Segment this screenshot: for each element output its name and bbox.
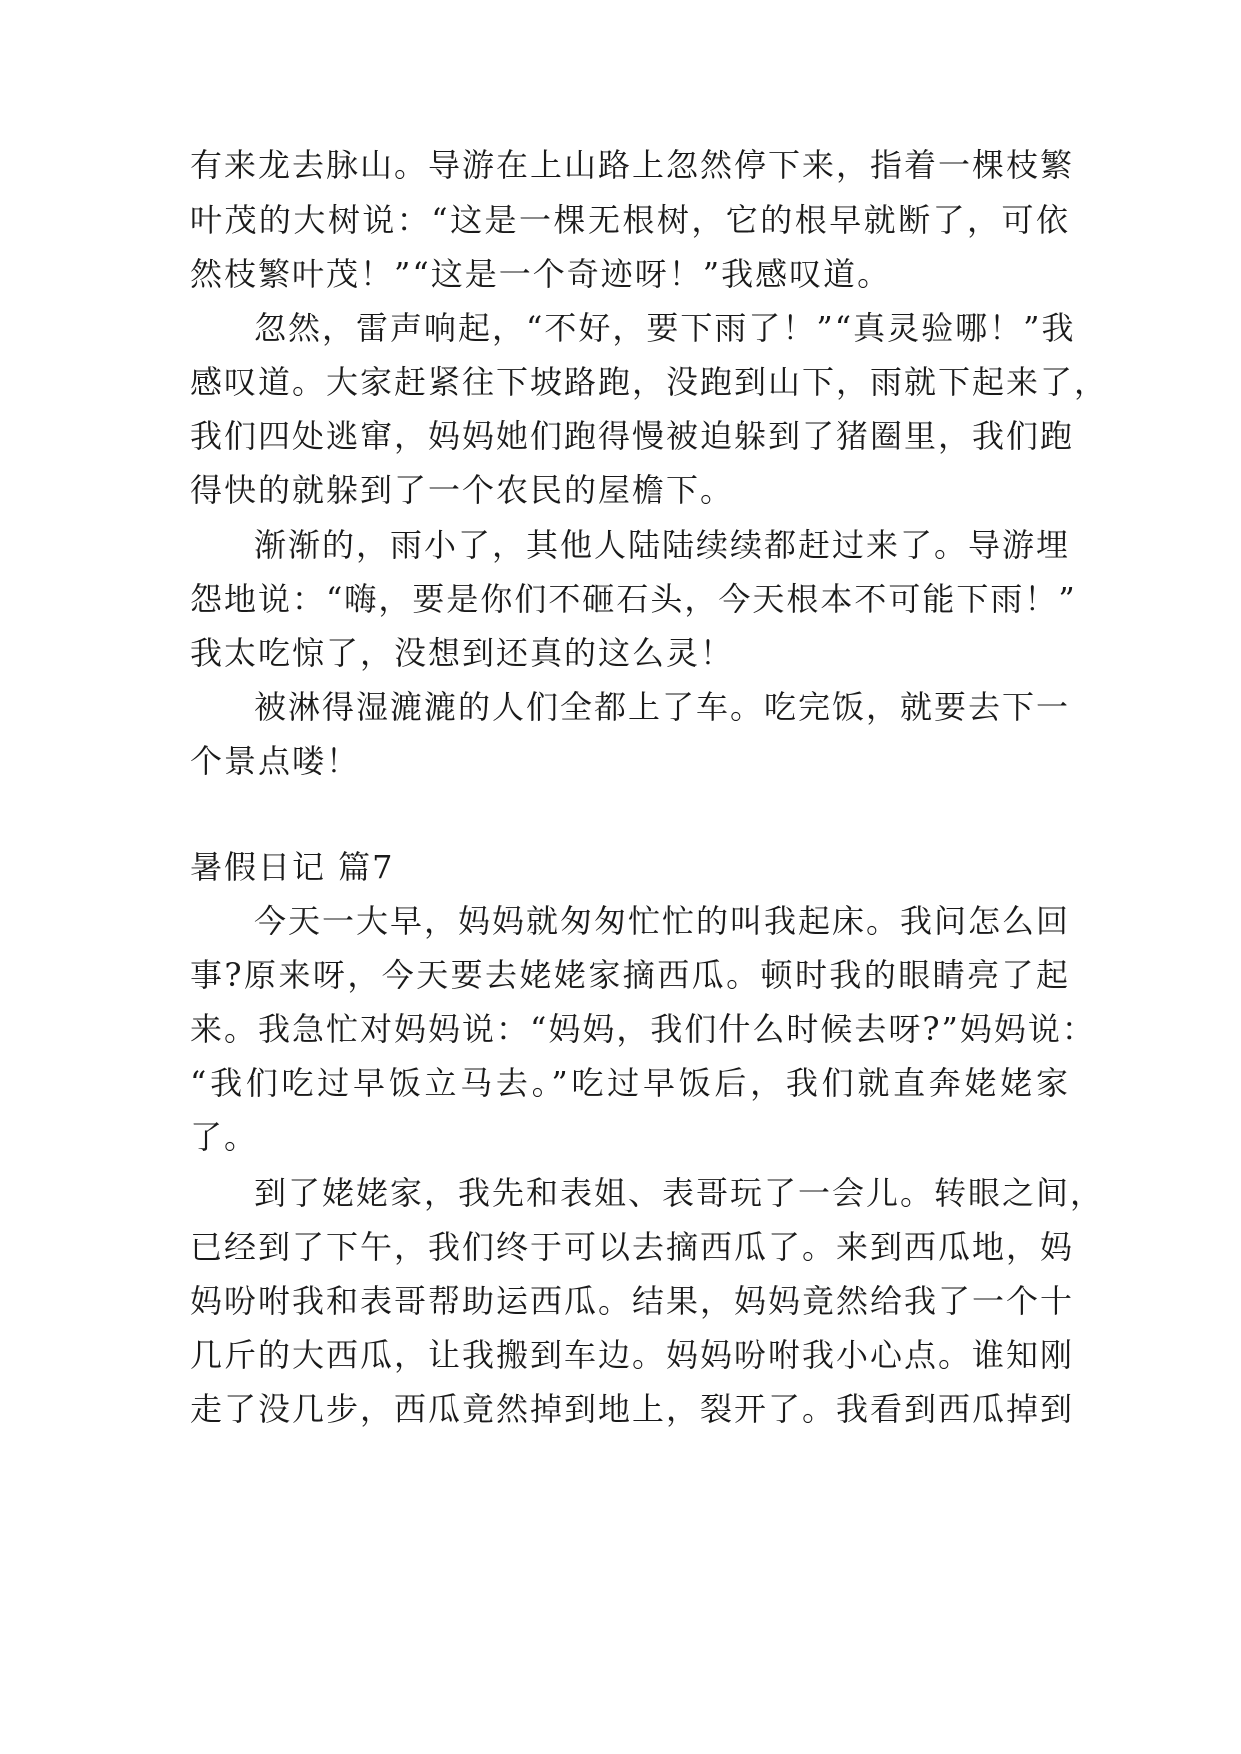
paragraph-first-line: 今天一大早，妈妈就匆匆忙忙的叫我起床。我问怎么回: [254, 902, 1071, 940]
paragraph-first-line: 渐渐的，雨小了，其他人陆陆续续都赶过来了。导游埋: [254, 526, 1071, 564]
text-line: 有来龙去脉山。导游在上山路上忽然停下来，指着一棵枝繁: [190, 146, 1075, 184]
text-line: 已经到了下午，我们终于可以去摘西瓜了。来到西瓜地，妈: [190, 1228, 1075, 1266]
text-line: 我太吃惊了，没想到还真的这么灵！: [190, 634, 735, 672]
text-line: 了。: [190, 1118, 259, 1156]
text-line: 叶茂的大树说：“这是一棵无根树，它的根早就断了，可依: [190, 201, 1070, 239]
text-line: 然枝繁叶茂！”“这是一个奇迹呀！”我感叹道。: [190, 255, 892, 293]
text-line: 怨地说：“嗨，要是你们不砸石头，今天根本不可能下雨！”: [190, 580, 1077, 618]
text-line: 走了没几步，西瓜竟然掉到地上，裂开了。我看到西瓜掉到: [190, 1390, 1075, 1428]
text-line: 来。我急忙对妈妈说：“妈妈，我们什么时候去呀?”妈妈说：: [190, 1010, 1096, 1048]
text-line: 个景点喽！: [190, 742, 361, 780]
text-line: 得快的就躲到了一个农民的屋檐下。: [190, 471, 735, 509]
text-line: 感叹道。大家赶紧往下坡路跑，没跑到山下，雨就下起来了，: [190, 363, 1109, 401]
text-line: 妈吩咐我和表哥帮助运西瓜。结果，妈妈竟然给我了一个十: [190, 1282, 1075, 1320]
text-line: 我们四处逃窜，妈妈她们跑得慢被迫躲到了猪圈里，我们跑: [190, 417, 1075, 455]
paragraph-first-line: 忽然，雷声响起，“不好，要下雨了！”“真灵验哪！”我: [254, 309, 1076, 347]
paragraph-first-line: 到了姥姥家，我先和表姐、表哥玩了一会儿。转眼之间，: [254, 1174, 1105, 1212]
text-line: “我们吃过早饭立马去。”吃过早饭后，我们就直奔姥姥家: [190, 1064, 1070, 1102]
text-line: 几斤的大西瓜，让我搬到车边。妈妈吩咐我小心点。谁知刚: [190, 1336, 1075, 1374]
section-heading: 暑假日记 篇7: [190, 848, 395, 886]
paragraph-first-line: 被淋得湿漉漉的人们全都上了车。吃完饭，就要去下一: [254, 688, 1071, 726]
text-line: 事?原来呀，今天要去姥姥家摘西瓜。顿时我的眼睛亮了起: [190, 956, 1070, 994]
